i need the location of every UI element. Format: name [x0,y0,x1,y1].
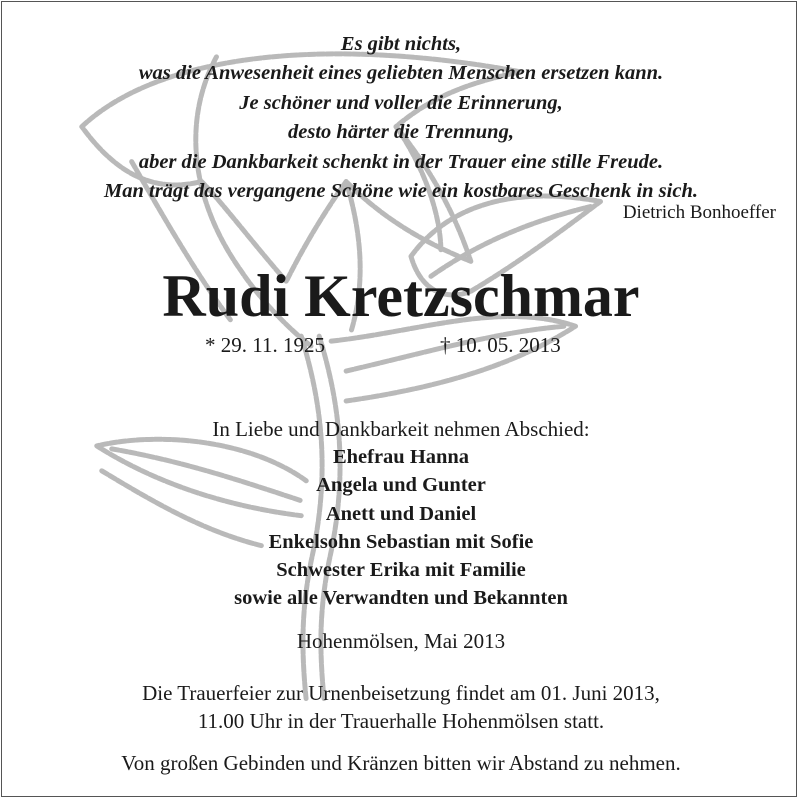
quote-line: Man trägt das vergangene Schöne wie ein kostbares Geschenk in sich. [104,180,698,203]
mourner-item: Ehefrau Hanna [332,446,470,468]
quote-line: Je schöner und voller die Erinnerung, [239,91,563,114]
mourner-item: Enkelsohn Sebastian mit Sofie [268,530,534,553]
bonhoeffer-quote [2,30,797,206]
deceased-name: Rudi Kretzschmar [162,263,640,329]
quote-line: was die Anwesenheit eines geliebten Menschen ersetzen kann. [138,62,664,85]
quote-line: aber die Dankbarkeit schenkt in der Trauer eine stille Freude. [138,150,664,173]
mourner-item: Angela und Gunter [316,474,486,497]
quote-line: desto härter die Trennung, [288,121,514,144]
service-line: 11.00 Uhr in der Trauerhalle Hohenmölsen statt. [197,709,605,733]
mourner-item: Schwester Erika mit Familie [276,559,526,582]
farewell-intro: In Liebe und Dankbarkeit nehmen Abschied: [212,417,590,441]
quote-author: Dietrich Bonhoeffer [622,202,776,223]
mourner-item: sowie alle Verwandten und Bekannten [234,587,568,610]
place-date: Hohenmölsen, Mai 2013 [296,629,506,653]
service-line: Die Trauerfeier zur Urnenbeisetzung findet am 01. Juni 2013, [142,681,660,705]
obituary-notice [1,1,797,797]
funeral-service-info [2,679,797,735]
wreath-notice: Von großen Gebinden und Kränzen bitten wir Abstand zu nehmen. [121,751,681,775]
mourner-item: Anett und Daniel [325,502,477,525]
mourner-list [2,443,797,613]
birth-date: * 29. 11. 1925 [205,333,325,357]
quote-line: Es gibt nichts, [340,33,462,55]
death-date: † 10. 05. 2013 [440,333,561,357]
